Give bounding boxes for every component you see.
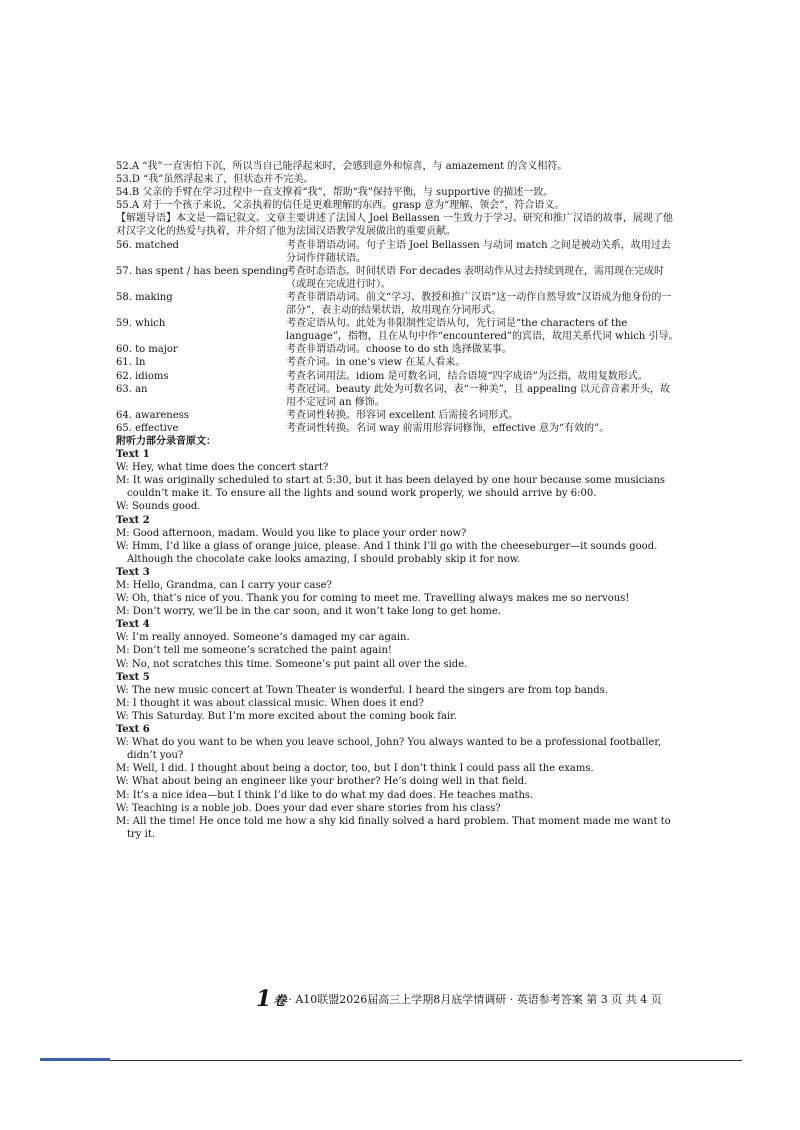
dialogue-line: W: The new music concert at Town Theater is wonderful. I heard the singers are from top bands. xyxy=(116,684,608,696)
fill-answer-65 xyxy=(116,422,680,435)
text-title: Text 4 xyxy=(116,619,150,631)
listening-text-1 xyxy=(116,448,680,513)
dialogue-line: M: It was originally scheduled to start at 5:30, but it has been delayed by one hour because some musicians couldn’t make it. To ensure all the lights and sound work properly, we should arrive by 6:00. xyxy=(116,475,666,500)
answer-explanation: 考查非谓语动词。choose to do sth 选择做某事。 xyxy=(286,344,512,356)
answer-explanation: 考查非谓语动词。句子主语 Joel Bellassen 与动词 match 之间是被动关系，故用过去分词作伴随状语。 xyxy=(286,239,671,264)
dialogue-line: W: Hey, what time does the concert start? xyxy=(116,462,329,474)
fill-answer-59 xyxy=(116,317,680,343)
dialogue-line: W: This Saturday. But I’m more excited about the coming book fair. xyxy=(116,710,458,722)
publisher-logo-icon: 1 xyxy=(256,986,272,1012)
dialogue-line: M: Don’t worry, we’ll be in the car soon, and it won’t take long to get home. xyxy=(116,606,501,618)
listening-text-3 xyxy=(116,566,680,618)
publisher-logo-text: 卷 xyxy=(273,993,287,1009)
answer-explanation: 考查名词用法。idiom 是可数名词，结合语境“四字成语”为泛指，故用复数形式。 xyxy=(286,370,648,382)
fill-answer-64 xyxy=(116,409,680,422)
bottom-divider xyxy=(40,1060,742,1061)
listening-text-6 xyxy=(116,723,680,841)
listening-text-4 xyxy=(116,618,680,670)
answer-key: 62. idioms xyxy=(116,370,169,382)
footer-text: · A10联盟2026届高三上学期8月底学情调研 · 英语参考答案 第 3 页 共 4 页 xyxy=(288,993,662,1006)
dialogue-line: W: Teaching is a noble job. Does your dad ever share stories from his class? xyxy=(116,802,501,814)
bottom-divider-accent xyxy=(40,1058,110,1061)
dialogue-line: W: Hmm, I’d like a glass of orange juice, please. And I think I’ll go with the cheeseburger—it sounds good. Although the chocolate cake looks amazing, I should probably skip it for now. xyxy=(116,540,658,565)
passage-guide: 【解题导语】本文是一篇记叙文。文章主要讲述了法国人 Joel Bellassen 一生致力于学习、研究和推广汉语的故事，展现了他对汉字文化的热爱与执着，并介绍了他为法国汉语教学发展做出的重要贡献。 xyxy=(116,213,673,238)
answer-explanation: 考查时态语态。时间状语 For decades 表明动作从过去持续到现在，需用现在完成时（或现在完成进行时）。 xyxy=(286,265,665,290)
dialogue-line: M: Don’t tell me someone’s scratched the paint again! xyxy=(116,645,392,657)
fill-answer-63 xyxy=(116,383,680,409)
page-footer xyxy=(256,986,662,1012)
dialogue-line: M: I thought it was about classical music. When does it end? xyxy=(116,697,424,709)
mc-answer-53: 53.D “我”虽然浮起来了，但状态并不完美。 xyxy=(116,174,314,186)
fill-answer-58 xyxy=(116,291,680,317)
mc-answer-55: 55.A 对于一个孩子来说，父亲执着的信任是更难理解的东西。grasp 意为“理解、领会”，符合语义。 xyxy=(116,200,565,212)
mc-answer-54: 54.B 父亲的手臂在学习过程中一直支撑着“我”，帮助“我”保持平衡，与 supportive 的描述一致。 xyxy=(116,187,554,199)
answer-explanation: 考查非谓语动词。前文“学习、教授和推广汉语”这一动作自然导致“汉语成为他身份的一部分”，表主动的结果状语，故用现在分词形式。 xyxy=(286,291,672,317)
answer-key: 59. which xyxy=(116,318,166,330)
dialogue-line: M: It’s a nice idea—but I think I’d like to do what my dad does. He teaches maths. xyxy=(116,789,534,801)
text-title: Text 6 xyxy=(116,724,150,736)
text-title: Text 5 xyxy=(116,671,150,683)
fill-answer-57 xyxy=(116,265,680,291)
answer-key: 63. an xyxy=(116,383,148,395)
dialogue-line: W: Sounds good. xyxy=(116,501,201,513)
answer-key: 64. awareness xyxy=(116,409,189,421)
dialogue-line: M: All the time! He once told me how a shy kid finally solved a hard problem. That moment made me want to try it. xyxy=(116,815,671,840)
fill-answers xyxy=(116,239,680,435)
fill-answer-56 xyxy=(116,239,680,265)
answer-explanation: 考查冠词。beauty 此处为可数名词，表“一种美”，且 appealing 以元音音素开头，故用不定冠词 an 修饰。 xyxy=(286,383,671,408)
mc-answers xyxy=(116,160,680,212)
answer-explanation: 考查词性转换。形容词 excellent 后需接名词形式。 xyxy=(286,409,519,421)
answer-key: 57. has spent / has been spending xyxy=(116,265,289,277)
listening-title: 附听力部分录音原文： xyxy=(116,435,216,447)
dialogue-line: M: Good afternoon, madam. Would you like to place your order now? xyxy=(116,527,467,539)
dialogue-line: M: Well, I did. I thought about being a doctor, too, but I don’t think I could pass all the exams. xyxy=(116,763,594,775)
dialogue-line: W: Oh, that’s nice of you. Thank you for coming to meet me. Travelling always makes me so nervous! xyxy=(116,593,630,605)
answer-key: 61. In xyxy=(116,357,146,369)
answer-key: 56. matched xyxy=(116,239,179,251)
dialogue-line: W: What about being an engineer like your brother? He’s doing well in that field. xyxy=(116,776,528,788)
listening-text-2 xyxy=(116,514,680,566)
answer-key: 65. effective xyxy=(116,422,179,434)
answer-explanation: 考查介词。in one’s view 在某人看来。 xyxy=(286,357,466,369)
answer-explanation: 考查词性转换。名词 way 前需用形容词修饰，effective 意为“有效的”。 xyxy=(286,422,610,434)
mc-answer-52: 52.A “我”一直害怕下沉，所以当自己能浮起来时，会感到意外和惊喜，与 amazement 的含义相符。 xyxy=(116,161,568,172)
text-title: Text 1 xyxy=(116,449,150,461)
answer-sheet-page xyxy=(116,160,680,841)
answer-key: 60. to major xyxy=(116,344,178,356)
dialogue-line: W: No, not scratches this time. Someone’s put paint all over the side. xyxy=(116,658,468,670)
dialogue-line: W: What do you want to be when you leave school, John? You always wanted to be a professional footballer, didn’t you? xyxy=(116,737,662,762)
dialogue-line: M: Hello, Grandma, can I carry your case? xyxy=(116,580,332,591)
fill-answer-60 xyxy=(116,343,680,356)
text-title: Text 3 xyxy=(116,566,150,578)
fill-answer-62 xyxy=(116,370,680,383)
dialogue-line: W: I’m really annoyed. Someone’s damaged my car again. xyxy=(116,632,410,644)
answer-explanation: 考查定语从句。此处为非限制性定语从句，先行词是“the characters of the language”，指物，且在从句中作“encountered”的宾语，故用关系代词 which 引导。 xyxy=(286,318,679,343)
fill-answer-61 xyxy=(116,356,680,369)
text-title: Text 2 xyxy=(116,514,150,526)
answer-key: 58. making xyxy=(116,291,173,303)
listening-text-5 xyxy=(116,671,680,723)
